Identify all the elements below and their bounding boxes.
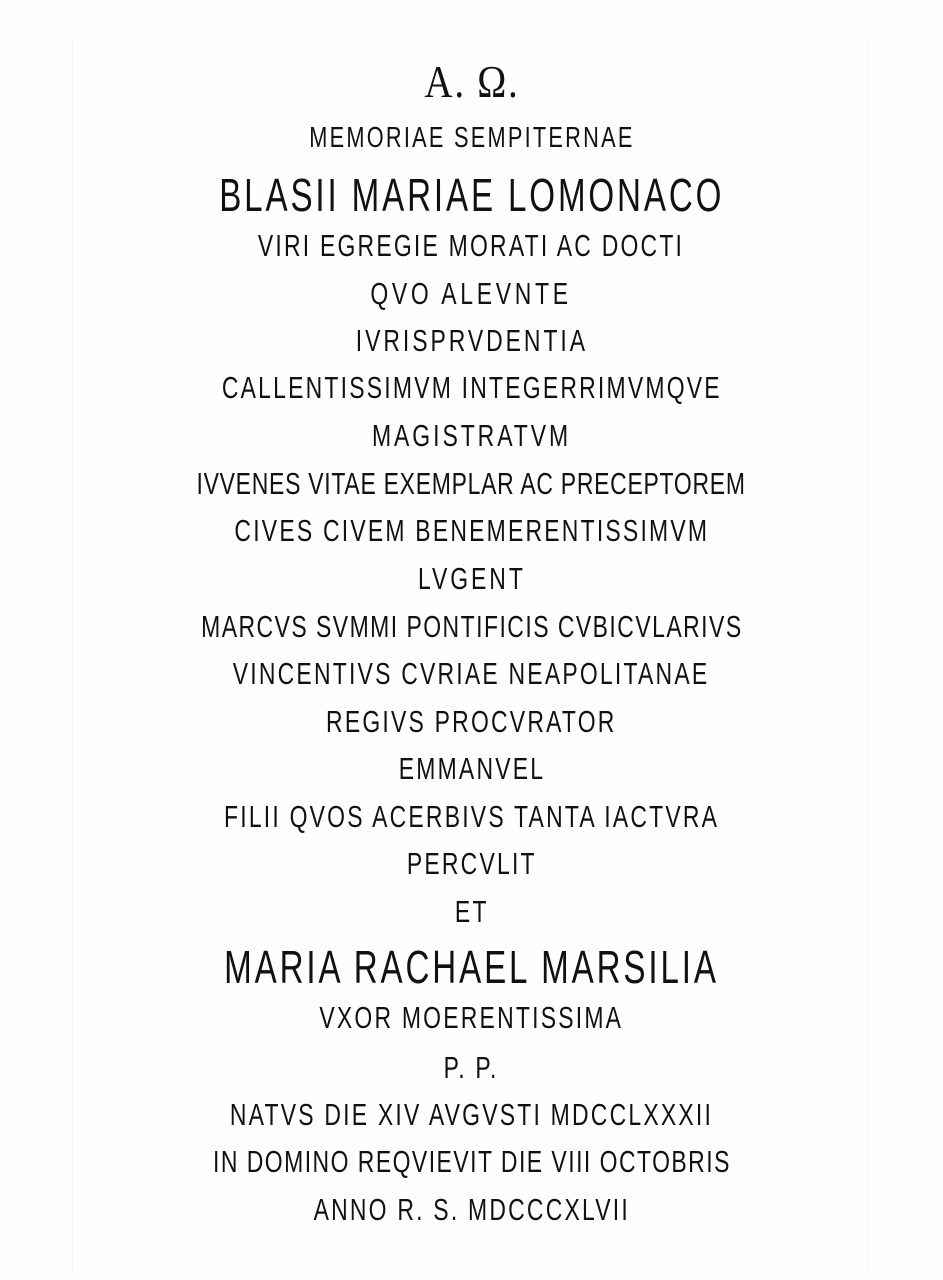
line-text: CALLENTISSIMVM INTEGERRIMVMQVE bbox=[221, 370, 722, 405]
line-text: MARIA RACHAEL MARSILIA bbox=[224, 941, 719, 993]
line-text: BLASII MARIAE LOMONACO bbox=[218, 169, 725, 221]
line-text: IN DOMINO REQVIEVIT DIE VIII OCTOBRIS bbox=[212, 1144, 731, 1179]
line-text: MARCVS SVMMI PONTIFICIS CVBICVLARIVS bbox=[200, 609, 743, 644]
inscription-line bbox=[0, 418, 943, 454]
year-line bbox=[0, 1192, 943, 1228]
line-text: FILII QVOS ACERBIVS TANTA IACTVRA bbox=[223, 799, 720, 834]
death-date-line bbox=[0, 1144, 943, 1180]
inscription-line bbox=[0, 228, 943, 264]
birth-date-line bbox=[0, 1097, 943, 1133]
line-text: VXOR MOERENTISSIMA bbox=[319, 1000, 624, 1035]
line-text: CIVES CIVEM BENEMERENTISSIMVM bbox=[234, 513, 709, 548]
inscription-line bbox=[0, 799, 943, 835]
line-text: ANNO R. S. MDCCCXLVII bbox=[313, 1192, 630, 1227]
inscription-line bbox=[0, 704, 943, 740]
line-text: NATVS DIE XIV AVGVSTI MDCCLXXXII bbox=[229, 1097, 714, 1132]
inscription-line bbox=[0, 370, 943, 406]
inscription-line bbox=[0, 751, 943, 787]
line-text: P. P. bbox=[444, 1050, 499, 1085]
inscription-line bbox=[0, 466, 943, 502]
line-text: IVRISPRVDENTIA bbox=[355, 323, 588, 358]
inscription-line bbox=[0, 846, 943, 882]
line-text: PERCVLIT bbox=[406, 846, 537, 881]
inscription-line bbox=[0, 656, 943, 692]
inscription-line bbox=[0, 513, 943, 549]
inscription-line bbox=[0, 894, 943, 930]
line-text: MEMORIAE SEMPITERNAE bbox=[308, 122, 635, 154]
line-text: VINCENTIVS CVRIAE NEAPOLITANAE bbox=[233, 656, 710, 691]
inscription-line bbox=[0, 1050, 943, 1086]
line-text: MAGISTRATVM bbox=[371, 418, 572, 453]
deceased-name bbox=[0, 168, 943, 222]
line-text: A. Ω. bbox=[423, 56, 520, 107]
inscription-line bbox=[0, 609, 943, 645]
line-text: IVVENES VITAE EXEMPLAR AC PRECEPTOREM bbox=[196, 466, 747, 501]
line-text: ET bbox=[454, 894, 489, 929]
line-text: QVO ALEVNTE bbox=[370, 276, 573, 311]
line-text: LVGENT bbox=[417, 561, 526, 596]
inscription-line bbox=[0, 122, 943, 155]
inscription-line bbox=[0, 276, 943, 312]
line-text: VIRI EGREGIE MORATI AC DOCTI bbox=[258, 228, 685, 263]
line-text: REGIVS PROCVRATOR bbox=[326, 704, 617, 739]
alpha-omega-heading bbox=[0, 55, 943, 108]
widow-name bbox=[0, 940, 943, 994]
inscription-line bbox=[0, 323, 943, 359]
line-text: EMMANVEL bbox=[398, 751, 545, 786]
inscription-line bbox=[0, 1000, 943, 1036]
inscription-line bbox=[0, 561, 943, 597]
